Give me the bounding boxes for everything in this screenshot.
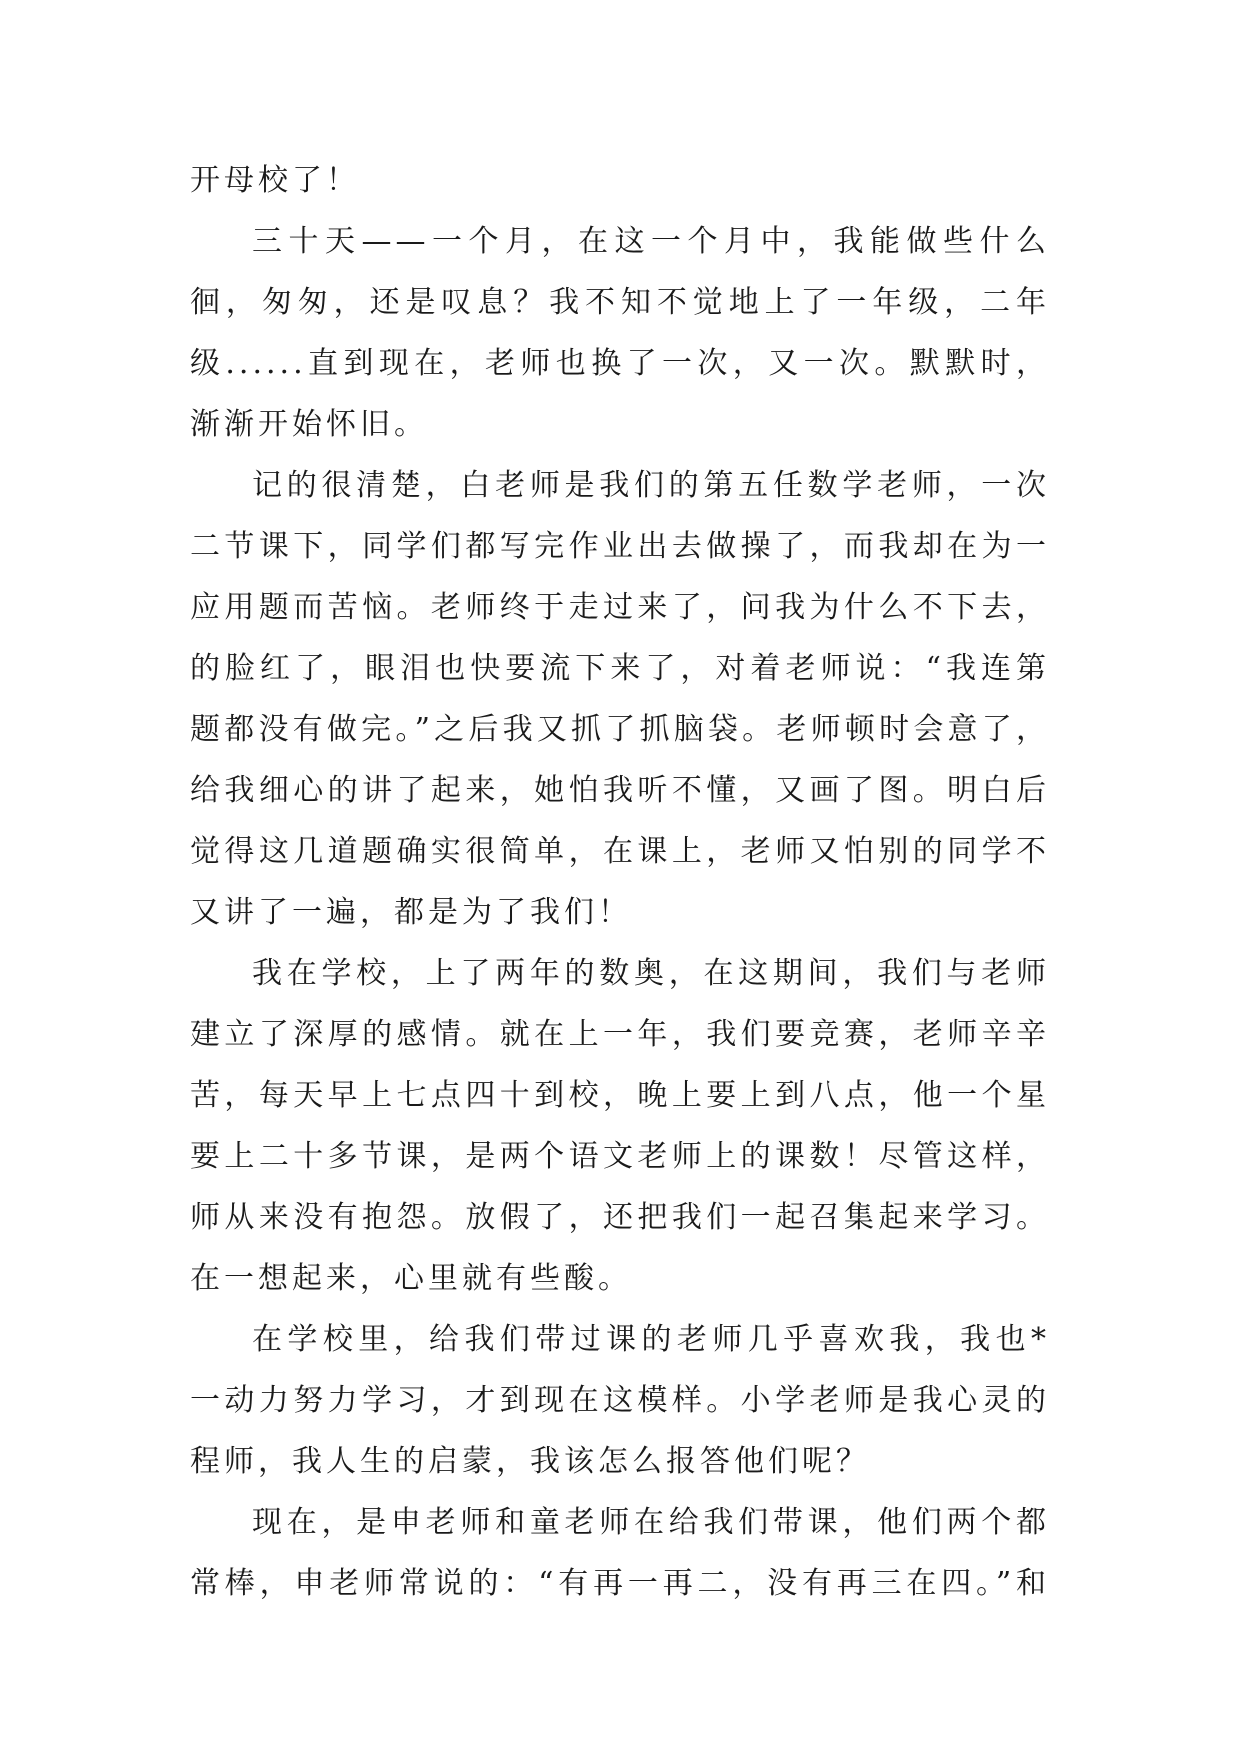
text-line: 程师，我人生的启蒙，我该怎么报答他们呢？ xyxy=(190,1444,870,1479)
text-line: 题都没有做完。”之后我又抓了抓脑袋。老师顿时会意了， xyxy=(190,712,1050,747)
text-line: 现在，是申老师和童老师在给我们带课，他们两个都 xyxy=(252,1505,1050,1540)
text-line: 常棒，申老师常说的：“有再一再二，没有再三在四。”和 xyxy=(190,1566,1050,1601)
text-line: 苦，每天早上七点四十到校，晚上要上到八点，他一个星 xyxy=(190,1078,1050,1113)
text-line: 我在学校，上了两年的数奥，在这期间，我们与老师 xyxy=(252,956,1050,991)
text-line: 要上二十多节课，是两个语文老师上的课数！尽管这样， xyxy=(190,1139,1050,1174)
text-line: 二节课下，同学们都写完作业出去做操了，而我却在为一 xyxy=(190,529,1050,564)
paragraph xyxy=(190,455,1050,943)
text-line: 三十天——一个月，在这一个月中，我能做些什么 xyxy=(252,224,1050,259)
paragraph xyxy=(190,1309,1050,1492)
paragraph xyxy=(190,150,1050,211)
text-line: 建立了深厚的感情。就在上一年，我们要竞赛，老师辛辛 xyxy=(190,1017,1050,1052)
text-line: 又讲了一遍，都是为了我们！ xyxy=(190,895,632,930)
text-line: 在学校里，给我们带过课的老师几乎喜欢我，我也* xyxy=(252,1322,1050,1357)
text-line: 给我细心的讲了起来，她怕我听不懂，又画了图。明白后 xyxy=(190,773,1050,808)
text-line: 在一想起来，心里就有些酸。 xyxy=(190,1261,632,1296)
paragraph xyxy=(190,211,1050,455)
text-line: 渐渐开始怀旧。 xyxy=(190,407,428,442)
text-line: 师从来没有抱怨。放假了，还把我们一起召集起来学习。 xyxy=(190,1200,1050,1235)
text-line: 觉得这几道题确实很简单，在课上，老师又怕别的同学不 xyxy=(190,834,1050,869)
text-line: 徊，匆匆，还是叹息？我不知不觉地上了一年级，二年 xyxy=(190,285,1050,320)
text-line: 应用题而苦恼。老师终于走过来了，问我为什么不下去， xyxy=(190,590,1050,625)
text-line: 级......直到现在，老师也换了一次，又一次。默默时， xyxy=(190,346,1050,381)
text-line: 开母校了！ xyxy=(190,163,360,198)
text-line: 的脸红了，眼泪也快要流下来了，对着老师说：“我连第 xyxy=(190,651,1050,686)
paragraph xyxy=(190,1492,1050,1614)
text-line: 一动力努力学习，才到现在这模样。小学老师是我心灵的 xyxy=(190,1383,1050,1418)
text-line: 记的很清楚，白老师是我们的第五任数学老师，一次 xyxy=(252,468,1050,503)
document-body xyxy=(190,150,1050,1614)
paragraph xyxy=(190,943,1050,1309)
